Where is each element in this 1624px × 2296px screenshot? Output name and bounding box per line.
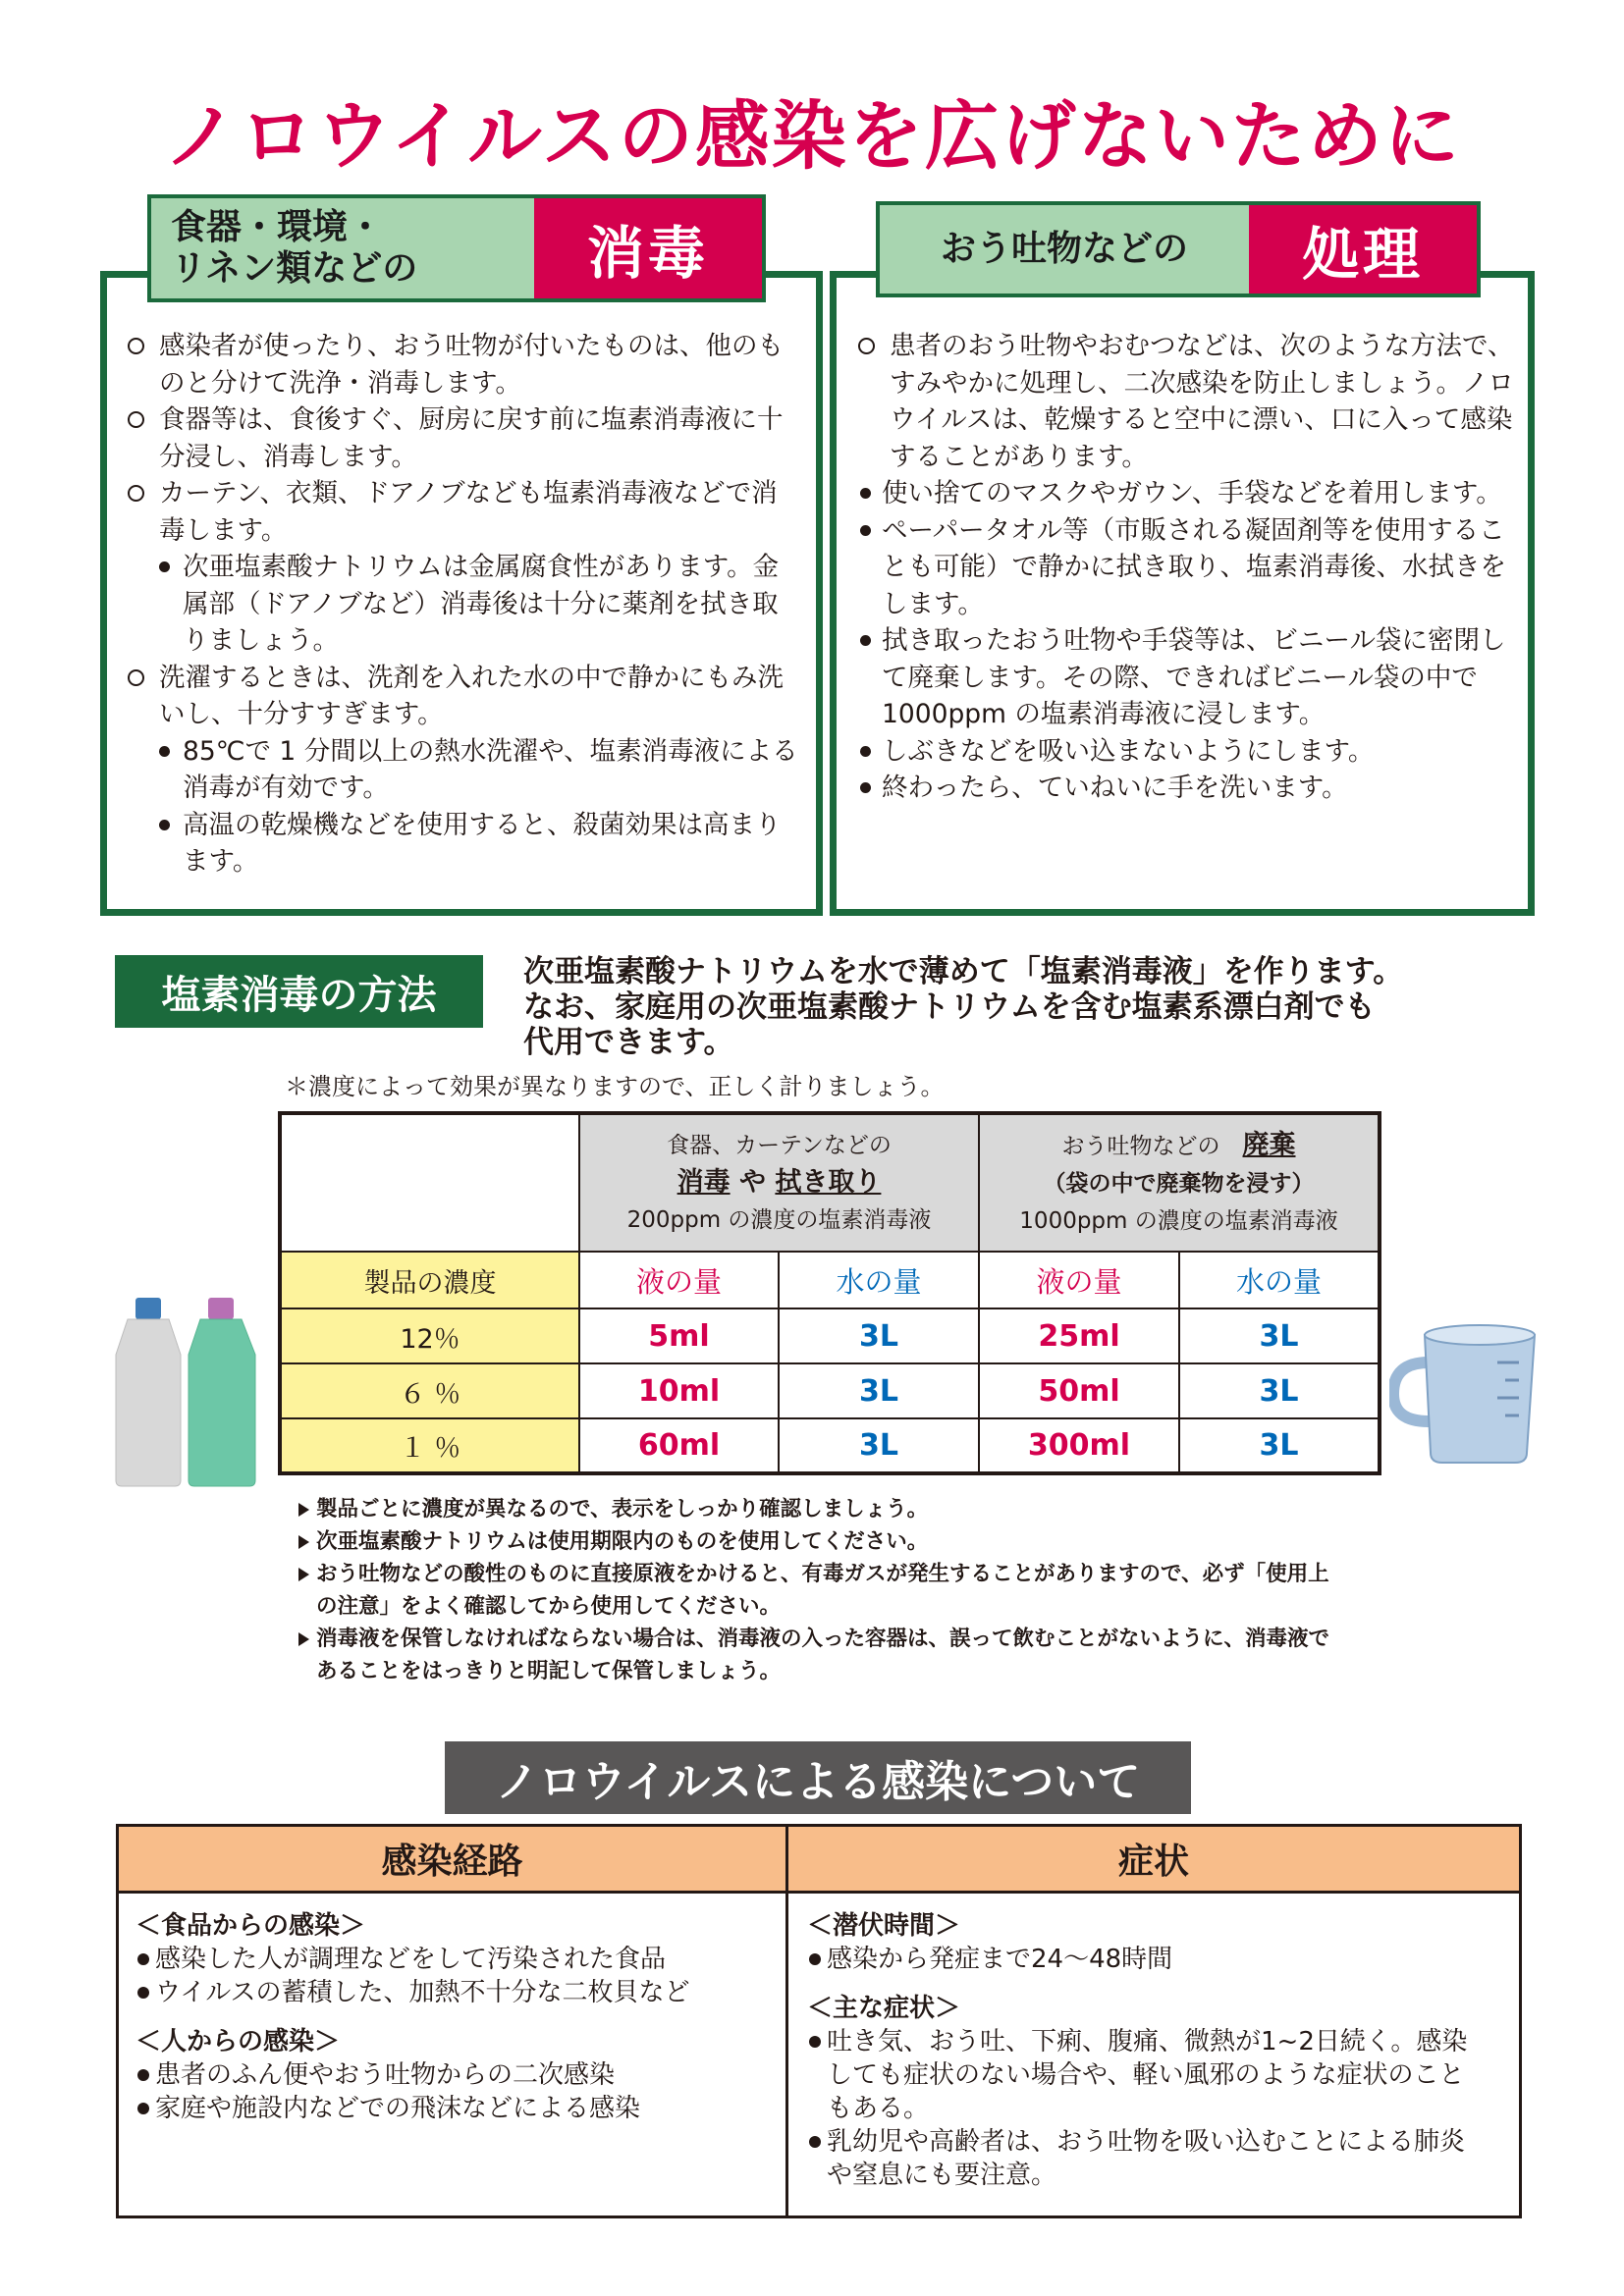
list-item: 感染した人が調理などをして汚染された食品 [135, 1943, 774, 1976]
col2-line1b: 廃棄 [1242, 1129, 1296, 1160]
list-item: 使い捨てのマスクやガウン、手袋などを着用します。 [856, 475, 1519, 512]
subheader-amount-2: 液の量 [979, 1252, 1179, 1308]
disinfection-header [147, 194, 766, 302]
latency-title: ＜潜伏時間＞ [807, 1911, 961, 1941]
col2-header [979, 1113, 1380, 1252]
disinfection-label-line2: リネン類などの [171, 248, 418, 289]
list-item: 家庭や施設内などでの飛沫などによる感染 [135, 2092, 774, 2125]
table-row [280, 1308, 1380, 1363]
subheader-water-2: 水の量 [1179, 1252, 1380, 1308]
subheader-amount-1: 液の量 [579, 1252, 779, 1308]
bleach-bottles-illustration [110, 1294, 277, 1490]
col1-line1: 食器、カーテンなどの [667, 1133, 892, 1158]
row-water-1000: 3L [1179, 1363, 1380, 1418]
row-water-1000: 3L [1179, 1308, 1380, 1363]
row-water-200: 3L [779, 1418, 979, 1473]
row-amount-200: 10ml [579, 1363, 779, 1418]
col1-line2 [580, 1164, 978, 1201]
row-amount-1000: 25ml [979, 1308, 1179, 1363]
list-item: 感染から発症まで24～48時間 [807, 1943, 1475, 1976]
row-amount-200: 60ml [579, 1418, 779, 1473]
bottle-cap-right [208, 1298, 234, 1319]
route-heading: 感染経路 [119, 1827, 785, 1894]
vomit-label: おう吐物などの [880, 205, 1249, 294]
person-infection-title: ＜人からの感染＞ [135, 2027, 341, 2056]
vomit-header [876, 201, 1481, 297]
list-item: 吐き気、おう吐、下痢、腹痛、微熱が1~2日続く。感染しても症状のない場合や、軽い風邪のような症状のこともある。 [807, 2025, 1475, 2125]
list-item: 患者のおう吐物やおむつなどは、次のような方法で、すみやかに処理し、二次感染を防止しましょう。ノロウイルスは、乾燥すると空中に漂い、口に入って感染することがあります。 [856, 328, 1519, 475]
disinfection-label-line1: 食器・環境・ [171, 207, 384, 247]
list-item: しぶきなどを吸い込まないようにします。 [856, 733, 1519, 771]
bottle-cap-left [135, 1298, 161, 1319]
dilution-table [278, 1111, 1381, 1475]
method-desc-line1: 次亜塩素酸ナトリウムを水で薄めて「塩素消毒液」を作ります。 [523, 954, 1404, 989]
symptom-content [807, 1909, 1475, 2192]
method-desc-line3: 代用できます。 [523, 1025, 734, 1060]
col2-line3: 1000ppm の濃度の塩素消毒液 [1019, 1207, 1338, 1234]
list-item: 患者のふん便やおう吐物からの二次感染 [135, 2058, 774, 2092]
list-item: 85℃で 1 分間以上の熱水洗濯や、塩素消毒液による消毒が有効です。 [126, 733, 803, 807]
caution-item: 消毒液を保管しなければならない場合は、消毒液の入った容器は、誤って飲むことがないように、消毒液であることをはっきりと明記して保管しましょう。 [297, 1623, 1337, 1687]
row-amount-200: 5ml [579, 1308, 779, 1363]
disinfection-label [151, 198, 534, 298]
col1-line3: 200ppm の濃度の塩素消毒液 [626, 1207, 932, 1233]
caution-item: 次亜塩素酸ナトリウムは使用期限内のものを使用してください。 [297, 1525, 1377, 1558]
row-water-200: 3L [779, 1363, 979, 1418]
caution-item: 製品ごとに濃度が異なるので、表示をしっかり確認しましょう。 [297, 1493, 1377, 1525]
cup-handle [1393, 1362, 1429, 1421]
row-amount-1000: 50ml [979, 1363, 1179, 1418]
subheader-conc: 製品の濃度 [280, 1252, 579, 1308]
cup-rim [1425, 1325, 1535, 1345]
list-item: 次亜塩素酸ナトリウムは金属腐食性があります。金属部（ドアノブなど）消毒後は十分に薬剤を拭き取りましょう。 [126, 549, 803, 660]
list-item: 乳幼児や高齢者は、おう吐物を吸い込むことによる肺炎や窒息にも要注意。 [807, 2125, 1475, 2192]
col1-header [579, 1113, 979, 1252]
vomit-list [856, 328, 1519, 807]
list-item: 洗濯するときは、洗剤を入れた水の中で静かにもみ洗いし、十分すすぎます。 [126, 660, 803, 733]
table-row [280, 1363, 1380, 1418]
method-description [523, 954, 1515, 1060]
bottle-right [189, 1319, 255, 1486]
row-amount-1000: 300ml [979, 1418, 1179, 1473]
disinfection-list [126, 328, 803, 881]
col1-line2b: や [730, 1167, 776, 1198]
symptom-heading: 症状 [788, 1827, 1519, 1894]
row-conc: １ ％ [280, 1418, 579, 1473]
subheader-water-1: 水の量 [779, 1252, 979, 1308]
table-corner-cell [280, 1113, 579, 1252]
method-heading: 塩素消毒の方法 [115, 955, 483, 1028]
col2-line1a: おう吐物などの [1061, 1133, 1243, 1159]
cautions-list [297, 1493, 1377, 1687]
col1-line2c: 拭き取り [775, 1167, 882, 1198]
vomit-tag: 処理 [1249, 205, 1477, 294]
bottle-left [116, 1319, 181, 1486]
col2-line2: （袋の中で廃棄物を浸す） [1043, 1170, 1315, 1197]
list-item: ペーパータオル等（市販される凝固剤等を使用することも可能）で静かに拭き取り、塩素消毒後、水拭きをします。 [856, 512, 1519, 623]
row-water-1000: 3L [1179, 1418, 1380, 1473]
measuring-cup-illustration [1389, 1323, 1537, 1467]
method-desc-line2: なお、家庭用の次亜塩素酸ナトリウムを含む塩素系漂白剤でも [523, 989, 1376, 1025]
infection-heading: ノロウイルスによる感染について [445, 1741, 1191, 1814]
list-item: 拭き取ったおう吐物や手袋等は、ビニール袋に密閉して廃棄します。その際、できればビニール袋の中で 1000ppm の塩素消毒液に浸します。 [856, 622, 1519, 733]
col2-line1 [980, 1127, 1378, 1165]
page-title: ノロウイルスの感染を広げないために [163, 92, 1461, 180]
method-note: ＊濃度によって効果が異なりますので、正しく計りましょう。 [285, 1073, 945, 1100]
list-item: 高温の乾燥機などを使用すると、殺菌効果は高まります。 [126, 807, 803, 881]
route-content [135, 1909, 774, 2125]
infection-divider [785, 1827, 788, 2216]
list-item: 食器等は、食後すぐ、厨房に戻す前に塩素消毒液に十分浸し、消毒します。 [126, 401, 803, 475]
list-item: 終わったら、ていねいに手を洗います。 [856, 770, 1519, 807]
list-item: ウイルスの蓄積した、加熱不十分な二枚貝など [135, 1976, 774, 2009]
list-item: 感染者が使ったり、おう吐物が付いたものは、他のものと分けて洗浄・消毒します。 [126, 328, 803, 401]
col1-line2a: 消毒 [677, 1167, 731, 1198]
table-row [280, 1418, 1380, 1473]
main-symptoms-title: ＜主な症状＞ [807, 1994, 961, 2023]
caution-item: おう吐物などの酸性のものに直接原液をかけると、有毒ガスが発生することがありますので、必ず「使用上の注意」をよく確認してから使用してください。 [297, 1558, 1337, 1623]
food-infection-title: ＜食品からの感染＞ [135, 1911, 366, 1941]
row-water-200: 3L [779, 1308, 979, 1363]
disinfection-tag: 消毒 [534, 198, 762, 298]
row-conc: ６ ％ [280, 1363, 579, 1418]
list-item: カーテン、衣類、ドアノブなども塩素消毒液などで消毒します。 [126, 475, 803, 549]
row-conc: 12％ [280, 1308, 579, 1363]
